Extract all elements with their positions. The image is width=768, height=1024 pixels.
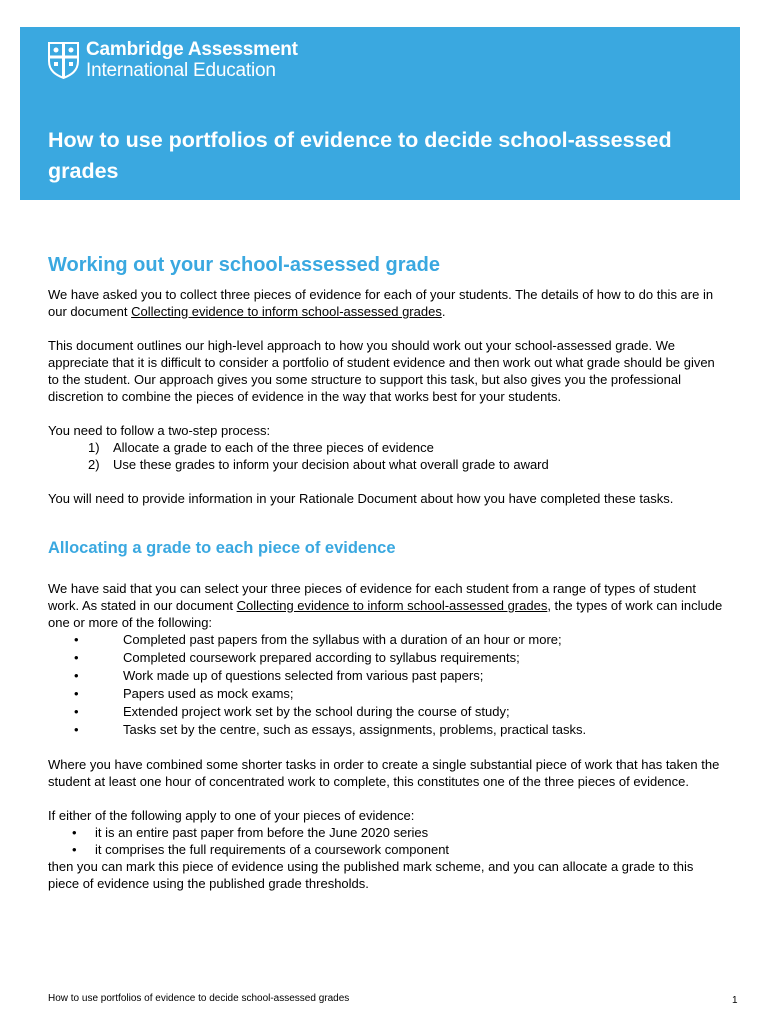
step-number: 1) [88, 440, 100, 455]
main-content [48, 252, 728, 892]
list-item-text: it comprises the full requirements of a coursework component [95, 842, 450, 857]
step-number: 2) [88, 457, 100, 472]
list-item [48, 649, 728, 667]
list-item [48, 456, 728, 473]
crest-icon [47, 41, 80, 79]
list-item [48, 824, 728, 841]
bullet-icon: • [72, 825, 77, 840]
mark-scheme-paragraph: then you can mark this piece of evidence using the published mark scheme, and you can allocate a grade to this piece of evidence using the published grade thresholds. [48, 859, 694, 891]
step-text: Use these grades to inform your decision about what overall grade to award [113, 457, 549, 472]
list-item [48, 841, 728, 858]
list-item [48, 721, 728, 739]
list-item [48, 703, 728, 721]
list-item [48, 685, 728, 703]
list-item [48, 631, 728, 649]
list-item-text: Extended project work set by the school during the course of study; [123, 704, 510, 719]
bullet-icon: • [74, 650, 79, 665]
brand-logo [47, 39, 298, 81]
two-step-list [48, 439, 728, 473]
collecting-evidence-link[interactable]: Collecting evidence to inform school-assessed grades [236, 598, 548, 613]
work-types-text-end: , the types of work can include one or more of the following: [48, 598, 723, 630]
approach-paragraph: This document outlines our high-level approach to how you should work out your school-assessed grade. We appreciate that it is difficult to consider a portfolio of student evidence and then work out what grade should be given to the student. Our approach gives you some structure to support this task, but also gives you the professional discretion to combine the pieces of evidence in the way that works best for your students. [48, 338, 715, 404]
collecting-evidence-link[interactable]: Collecting evidence to inform school-assessed grades [131, 304, 442, 319]
work-types-intro [48, 580, 728, 631]
conditions-intro: If either of the following apply to one of your pieces of evidence: [48, 808, 415, 823]
brand-subname: International Education [86, 60, 276, 81]
list-item-text: it is an entire past paper from before the June 2020 series [95, 825, 429, 840]
step-text: Allocate a grade to each of the three pieces of evidence [113, 440, 434, 455]
page-number: 1 [732, 995, 738, 1006]
work-types-text: We have said that you can select your three pieces of evidence for each student from a range of types of student work. As stated in our document [48, 581, 696, 613]
bullet-icon: • [74, 632, 79, 647]
bullet-icon: • [74, 668, 79, 683]
bullet-icon: • [74, 722, 79, 737]
work-types-list [48, 631, 728, 739]
bullet-icon: • [74, 686, 79, 701]
rationale-paragraph: You will need to provide information in your Rationale Document about how you have completed these tasks. [48, 491, 674, 506]
conditions-list [48, 824, 728, 858]
list-item-text: Papers used as mock exams; [123, 686, 294, 701]
document-title: How to use portfolios of evidence to decide school-assessed grades [48, 128, 672, 183]
two-step-intro: You need to follow a two-step process: [48, 423, 271, 438]
list-item [48, 439, 728, 456]
list-item [48, 667, 728, 685]
bullet-icon: • [74, 704, 79, 719]
list-item-text: Tasks set by the centre, such as essays, assignments, problems, practical tasks. [123, 722, 587, 737]
intro-text-end: . [441, 304, 446, 319]
header-banner [20, 27, 740, 200]
intro-paragraph [48, 286, 728, 320]
section-heading-allocating: Allocating a grade to each piece of evidence [48, 539, 396, 557]
footer-title: How to use portfolios of evidence to decide school-assessed grades [48, 993, 350, 1004]
combined-tasks-paragraph: Where you have combined some shorter tasks in order to create a single substantial piece of work that has taken the student at least one hour of concentrated work to complete, this constitutes one of the three pieces of evidence. [48, 757, 720, 789]
section-heading-working-out: Working out your school-assessed grade [48, 254, 440, 276]
bullet-icon: • [72, 842, 77, 857]
list-item-text: Work made up of questions selected from various past papers; [123, 668, 484, 683]
intro-text: We have asked you to collect three pieces of evidence for each of your students. The details of how to do this are in our document [48, 287, 714, 319]
list-item-text: Completed coursework prepared according to syllabus requirements; [123, 650, 520, 665]
list-item-text: Completed past papers from the syllabus with a duration of an hour or more; [123, 632, 562, 647]
brand-name: Cambridge Assessment [86, 39, 298, 60]
